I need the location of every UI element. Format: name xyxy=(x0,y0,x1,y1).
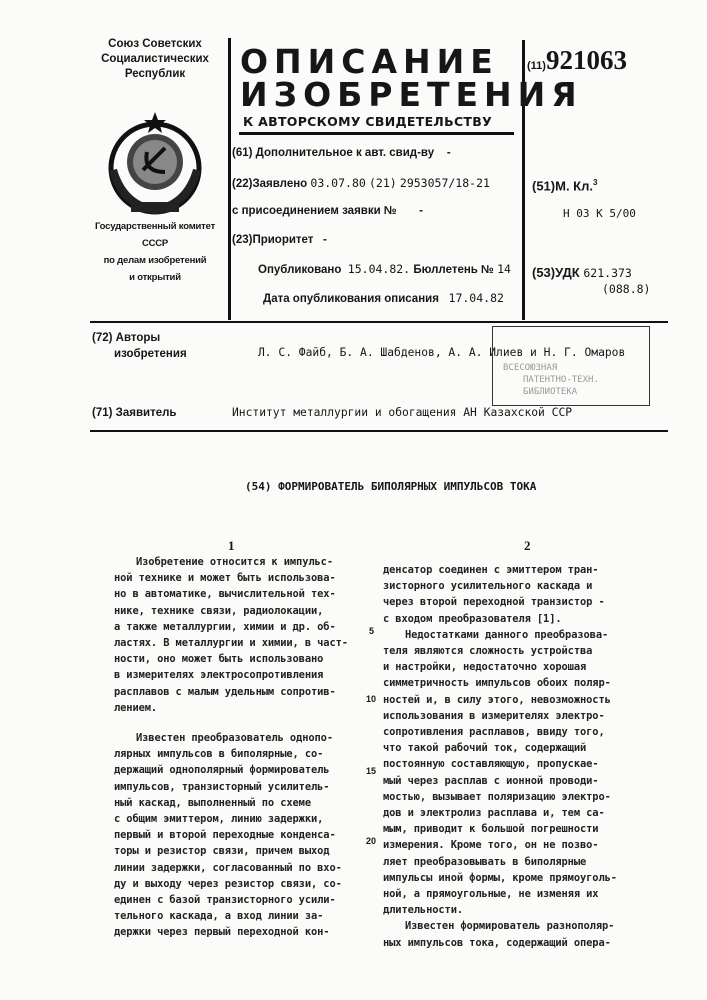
divider xyxy=(228,38,231,320)
field-value: - xyxy=(447,147,451,159)
coat-of-arms-emblem xyxy=(103,110,207,220)
field-value: - xyxy=(419,205,423,217)
patent-code: (11) xyxy=(527,60,546,72)
applicant-label: (71) Заявитель xyxy=(92,406,177,420)
field-label: Бюллетень № xyxy=(413,264,494,276)
field-61 xyxy=(232,147,451,159)
field-value: - xyxy=(323,234,327,246)
text-line: нике, технике связи, радиолокации, xyxy=(114,605,323,618)
text-line: единен с базой транзисторного усили- xyxy=(114,894,336,907)
text-line: держащий однополярный формирователь xyxy=(114,764,329,777)
text-line: торы и резистор связи, причем выход xyxy=(114,845,329,858)
line-number: 10 xyxy=(366,694,376,705)
text-line: симметричность импульсов обоих поляр- xyxy=(383,677,611,690)
field-53 xyxy=(532,265,632,280)
country-line: Союз Советских xyxy=(92,37,218,52)
field-value: 17.04.82 xyxy=(449,291,504,305)
invention-title: (54) ФОРМИРОВАТЕЛЬ БИПОЛЯРНЫХ ИМПУЛЬСОВ ТОКА xyxy=(245,480,536,493)
column-number: 2 xyxy=(524,538,531,553)
text-line: ных импульсов тока, содержащий опера- xyxy=(383,937,611,950)
line-number: 20 xyxy=(366,836,376,847)
label-line: (72) Авторы xyxy=(92,330,187,346)
field-value: 03.07.80 xyxy=(310,176,365,190)
text-line: Недостатками данного преобразова- xyxy=(405,629,608,642)
field-51 xyxy=(532,178,597,193)
field-join xyxy=(232,205,423,217)
text-line: а также металлургии, химии и др. об- xyxy=(114,621,336,634)
text-line: длительности. xyxy=(383,904,463,917)
subtitle-underline xyxy=(239,132,514,135)
country-name xyxy=(92,37,218,82)
text-line: денсатор соединен с эмиттером тран- xyxy=(383,564,598,577)
authors-label xyxy=(92,330,187,362)
committee-name xyxy=(88,218,222,286)
text-line: теля являются сложность устройства xyxy=(383,645,592,658)
text-line: мым, приводит к большой погрешности xyxy=(383,823,598,836)
text-line: но в автоматике, вычислительной тех- xyxy=(114,588,336,601)
country-line: Республик xyxy=(92,67,218,82)
patent-number xyxy=(527,45,627,76)
field-value: 15.04.82. xyxy=(348,262,410,276)
text-line: постоянную составляющую, пропускае- xyxy=(383,758,598,771)
header-rule xyxy=(90,321,668,323)
text-line: лярных импульсов в биполярные, со- xyxy=(114,748,323,761)
field-53-value2: (088.8) xyxy=(602,282,650,296)
field-published xyxy=(258,262,511,276)
field-23 xyxy=(232,234,327,246)
field-label: Опубликовано xyxy=(258,264,341,276)
text-line: Изобретение относится к импульс- xyxy=(136,556,333,569)
column-number: 1 xyxy=(228,538,235,553)
field-desc-date xyxy=(263,291,504,305)
field-label: (23)Приоритет xyxy=(232,234,313,246)
text-line: тельного каскада, а вход линии за- xyxy=(114,910,323,923)
patent-number-value: 921063 xyxy=(546,45,627,75)
field-value: 621.373 xyxy=(583,266,631,280)
label-line: изобретения xyxy=(92,346,187,362)
text-line: мый через расплав с ионной проводи- xyxy=(383,775,598,788)
text-line: лением. xyxy=(114,702,157,715)
field-51-value: Н 03 К 5/00 xyxy=(563,207,636,220)
applicant-value: Институт металлургии и обогащения АН Казахской ССР xyxy=(232,406,572,420)
text-line: ду и выходу через резистор связи, со- xyxy=(114,878,342,891)
country-line: Социалистических xyxy=(92,52,218,67)
text-line: с входом преобразователя [1]. xyxy=(383,613,562,626)
line-number: 5 xyxy=(369,626,374,637)
text-line: линии задержки, согласованный по вхо- xyxy=(114,862,342,875)
field-label: (22)Заявлено xyxy=(232,178,307,190)
text-line: Известен формирователь разнополяр- xyxy=(405,920,614,933)
text-line: импульсов, транзисторный усилитель- xyxy=(114,781,329,794)
field-label: (61) Дополнительное к авт. свид-ву xyxy=(232,147,434,159)
text-line: импульсы иной формы, кроме прямоуголь- xyxy=(383,872,617,885)
stamp-line: ВСЕСОЮЗНАЯ xyxy=(503,363,649,374)
text-line: зисторного усилительного каскада и xyxy=(383,580,592,593)
parties-rule xyxy=(90,430,668,432)
committee-line: по делам изобретений xyxy=(88,252,222,269)
text-line: использования в измерителях электро- xyxy=(383,710,605,723)
line-number: 15 xyxy=(366,766,376,777)
text-line: и настройки, недостаточно хорошая xyxy=(383,661,586,674)
committee-line: и открытий xyxy=(88,269,222,286)
text-line: мостью, вызывает поляризацию электро- xyxy=(383,791,611,804)
text-line: измерения. Кроме того, он не позво- xyxy=(383,839,598,852)
text-line: первый и второй переходные конденса- xyxy=(114,829,336,842)
committee-line: СССР xyxy=(88,235,222,252)
doc-title-line1: ОПИСАНИЕ xyxy=(240,44,499,80)
field-label: Дата опубликования описания xyxy=(263,293,439,305)
text-line: через второй переходной транзистор - xyxy=(383,596,605,609)
stamp-line: БИБЛИОТЕКА xyxy=(523,387,649,398)
doc-title-line2: ИЗОБРЕТЕНИЯ xyxy=(240,77,583,113)
text-line: ной технике и может быть использова- xyxy=(114,572,336,585)
text-line: ляет преобразовывать в биполярные xyxy=(383,856,586,869)
text-line: держки через первый переходной кон- xyxy=(114,926,329,939)
text-line: ный каскад, выполненный по схеме xyxy=(114,797,311,810)
text-line: Известен преобразователь однопо- xyxy=(136,732,333,745)
field-22-21 xyxy=(232,176,490,190)
field-label: (51)М. Кл. xyxy=(532,178,593,193)
text-line: расплавов с малым удельным сопротив- xyxy=(114,686,336,699)
committee-line: Государственный комитет xyxy=(88,218,222,235)
text-line: что такой рабочий ток, содержащий xyxy=(383,742,586,755)
text-line: ностей и, в силу этого, невозможность xyxy=(383,694,611,707)
field-value: 2953057/18-21 xyxy=(400,176,490,190)
text-line: с общим эмиттером, линию задержки, xyxy=(114,813,323,826)
library-stamp xyxy=(492,326,650,406)
field-value: 14 xyxy=(497,262,511,276)
field-label: с присоединением заявки № xyxy=(232,205,397,217)
text-line: ной, а прямоугольные, не изменяя их xyxy=(383,888,598,901)
text-line: сопротивления расплавов, ввиду того, xyxy=(383,726,605,739)
field-label: (21) xyxy=(369,176,397,190)
text-line: ластях. В металлургии и химии, в част- xyxy=(114,637,348,650)
stamp-line: ПАТЕНТНО-ТЕХН. xyxy=(523,375,649,386)
text-line: дов и электролиз расплава и, тем са- xyxy=(383,807,605,820)
field-label: (53)УДК xyxy=(532,265,580,280)
authors-value: Л. С. Файб, Б. А. Шабденов, А. А. Илиев и Н. Г. Омаров xyxy=(258,346,625,360)
text-line: ности, оно может быть использовано xyxy=(114,653,323,666)
doc-subtitle: К АВТОРСКОМУ СВИДЕТЕЛЬСТВУ xyxy=(243,114,492,129)
field-sup: 3 xyxy=(593,178,597,187)
text-line: в измерителях электросопротивления xyxy=(114,669,323,682)
